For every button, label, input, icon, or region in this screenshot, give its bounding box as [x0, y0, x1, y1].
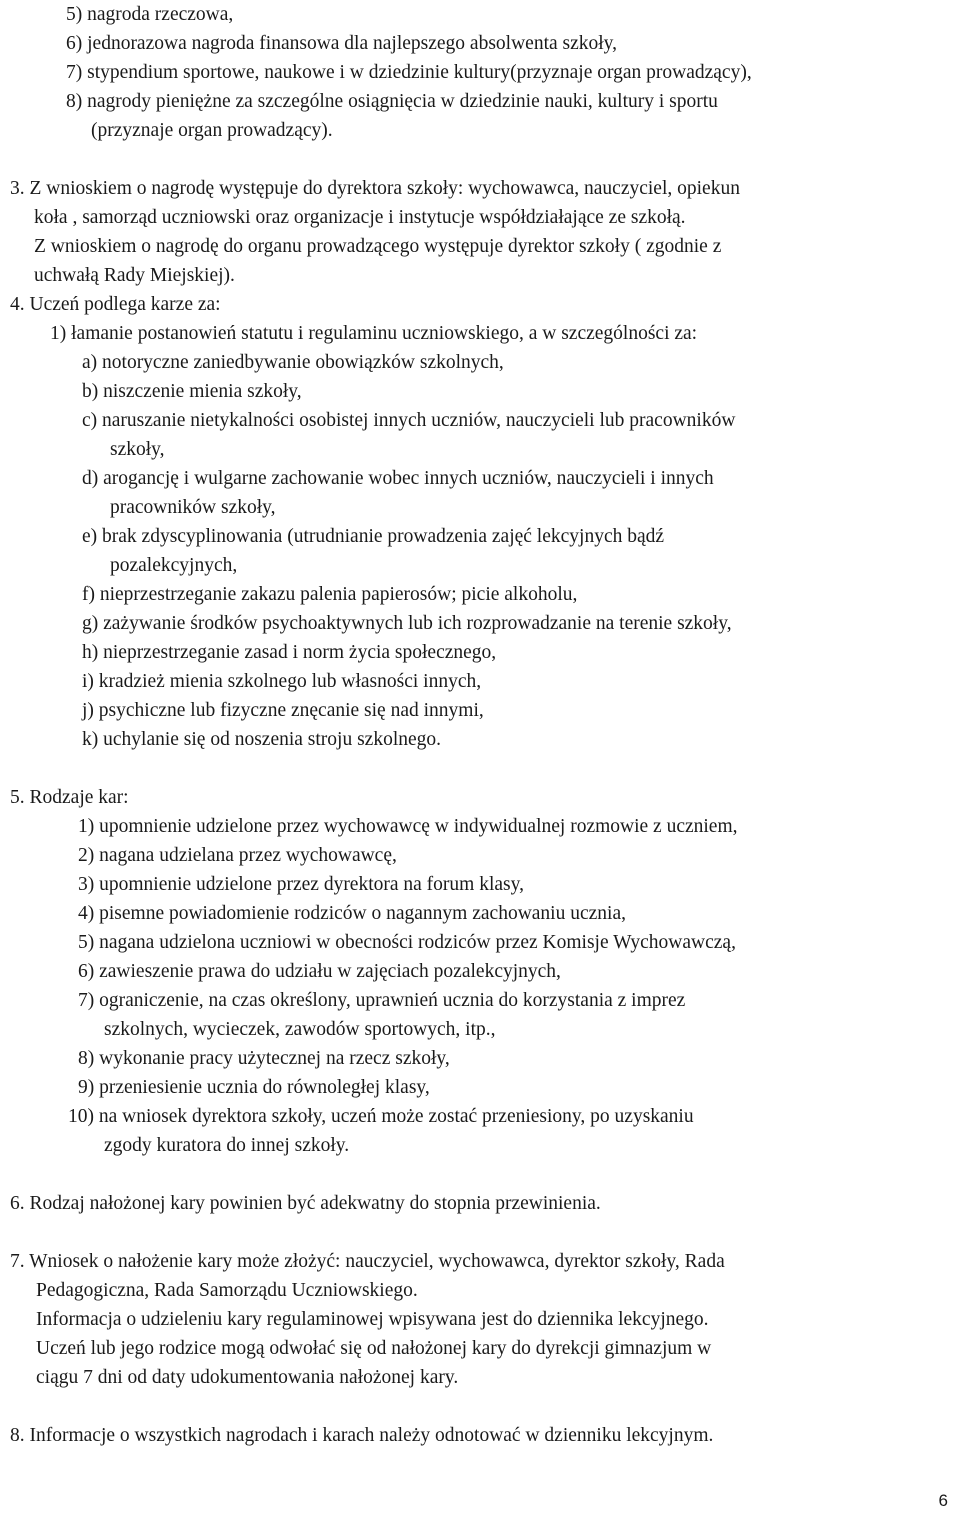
penalty-item: 1) upomnienie udzielone przez wychowawcę w indywidualnej rozmowie z uczniem, — [78, 816, 738, 837]
penalty-item: 6) zawieszenie prawa do udziału w zajęciach pozalekcyjnych, — [78, 961, 561, 982]
list-item: 6) jednorazowa nagroda finansowa dla najlepszego absolwenta szkoły, — [66, 33, 618, 54]
section-5-heading: 5. Rodzaje kar: — [10, 787, 129, 808]
penalty-item: 9) przeniesienie ucznia do równoległej klasy, — [78, 1077, 430, 1098]
penalty-item-continuation: szkolnych, wycieczek, zawodów sportowych, itp., — [104, 1019, 496, 1040]
penalty-item: 10) na wniosek dyrektora szkoły, uczeń może zostać przeniesiony, po uzyskaniu — [68, 1106, 694, 1127]
list-item-continuation: (przyznaje organ prowadzący). — [91, 120, 333, 141]
penalty-item: 4) pisemne powiadomienie rodziców o nagannym zachowaniu ucznia, — [78, 903, 626, 924]
sub-item: a) notoryczne zaniedbywanie obowiązków szkolnych, — [82, 352, 504, 373]
section-4-item-1: 1) łamanie postanowień statutu i regulaminu uczniowskiego, a w szczególności za: — [50, 323, 698, 344]
sub-item: g) zażywanie środków psychoaktywnych lub ich rozprowadzanie na terenie szkoły, — [82, 613, 732, 634]
section-7-line: 7. Wniosek o nałożenie kary może złożyć: nauczyciel, wychowawca, dyrektor szkoły, Rada — [10, 1251, 725, 1272]
penalty-item: 7) ograniczenie, na czas określony, uprawnień ucznia do korzystania z imprez — [78, 990, 686, 1011]
section-7-line: ciągu 7 dni od daty udokumentowania nałożonej kary. — [36, 1367, 459, 1388]
penalty-item: 5) nagana udzielona uczniowi w obecności rodziców przez Komisje Wychowawczą, — [78, 932, 736, 953]
sub-item-continuation: szkoły, — [110, 439, 165, 460]
list-item: 5) nagroda rzeczowa, — [66, 4, 234, 25]
sub-item: j) psychiczne lub fizyczne znęcanie się nad innymi, — [82, 700, 484, 721]
section-7-line: Pedagogiczna, Rada Samorządu Uczniowskiego. — [36, 1280, 418, 1301]
section-3-line: Z wnioskiem o nagrodę do organu prowadzącego występuje dyrektor szkoły ( zgodnie z — [34, 236, 722, 257]
sub-item: c) naruszanie nietykalności osobistej innych uczniów, nauczycieli lub pracowników — [82, 410, 736, 431]
section-7-line: Uczeń lub jego rodzice mogą odwołać się od nałożonej kary do dyrekcji gimnazjum w — [36, 1338, 712, 1359]
list-item: 8) nagrody pieniężne za szczególne osiągnięcia w dziedzinie nauki, kultury i sportu — [66, 91, 718, 112]
section-3-line: uchwałą Rady Miejskiej). — [34, 265, 235, 286]
penalty-item-continuation: zgody kuratora do innej szkoły. — [104, 1135, 350, 1156]
section-3-line: koła , samorząd uczniowski oraz organizacje i instytucje współdziałające ze szkołą. — [34, 207, 686, 228]
sub-item: f) nieprzestrzeganie zakazu palenia papierosów; picie alkoholu, — [82, 584, 578, 605]
sub-item: i) kradzież mienia szkolnego lub własności innych, — [82, 671, 482, 692]
penalty-item: 3) upomnienie udzielone przez dyrektora na forum klasy, — [78, 874, 524, 895]
sub-item-continuation: pracowników szkoły, — [110, 497, 276, 518]
section-3-line: 3. Z wnioskiem o nagrodę występuje do dyrektora szkoły: wychowawca, nauczyciel, opiekun — [10, 178, 740, 199]
penalty-item: 8) wykonanie pracy użytecznej na rzecz szkoły, — [78, 1048, 450, 1069]
section-4-heading: 4. Uczeń podlega karze za: — [10, 294, 221, 315]
section-8: 8. Informacje o wszystkich nagrodach i karach należy odnotować w dzienniku lekcyjnym. — [10, 1425, 714, 1446]
sub-item: h) nieprzestrzeganie zasad i norm życia społecznego, — [82, 642, 497, 663]
section-7-line: Informacja o udzieleniu kary regulaminowej wpisywana jest do dziennika lekcyjnego. — [36, 1309, 709, 1330]
sub-item: k) uchylanie się od noszenia stroju szkolnego. — [82, 729, 442, 750]
sub-item: b) niszczenie mienia szkoły, — [82, 381, 302, 402]
sub-item: d) arogancję i wulgarne zachowanie wobec innych uczniów, nauczycieli i innych — [82, 468, 714, 489]
sub-item-continuation: pozalekcyjnych, — [110, 555, 238, 576]
list-item: 7) stypendium sportowe, naukowe i w dziedzinie kultury(przyznaje organ prowadzący), — [66, 62, 752, 83]
section-6: 6. Rodzaj nałożonej kary powinien być adekwatny do stopnia przewinienia. — [10, 1193, 601, 1214]
sub-item: e) brak zdyscyplinowania (utrudnianie prowadzenia zajęć lekcyjnych bądź — [82, 526, 665, 547]
penalty-item: 2) nagana udzielana przez wychowawcę, — [78, 845, 397, 866]
page-number: 6 — [938, 1491, 948, 1510]
